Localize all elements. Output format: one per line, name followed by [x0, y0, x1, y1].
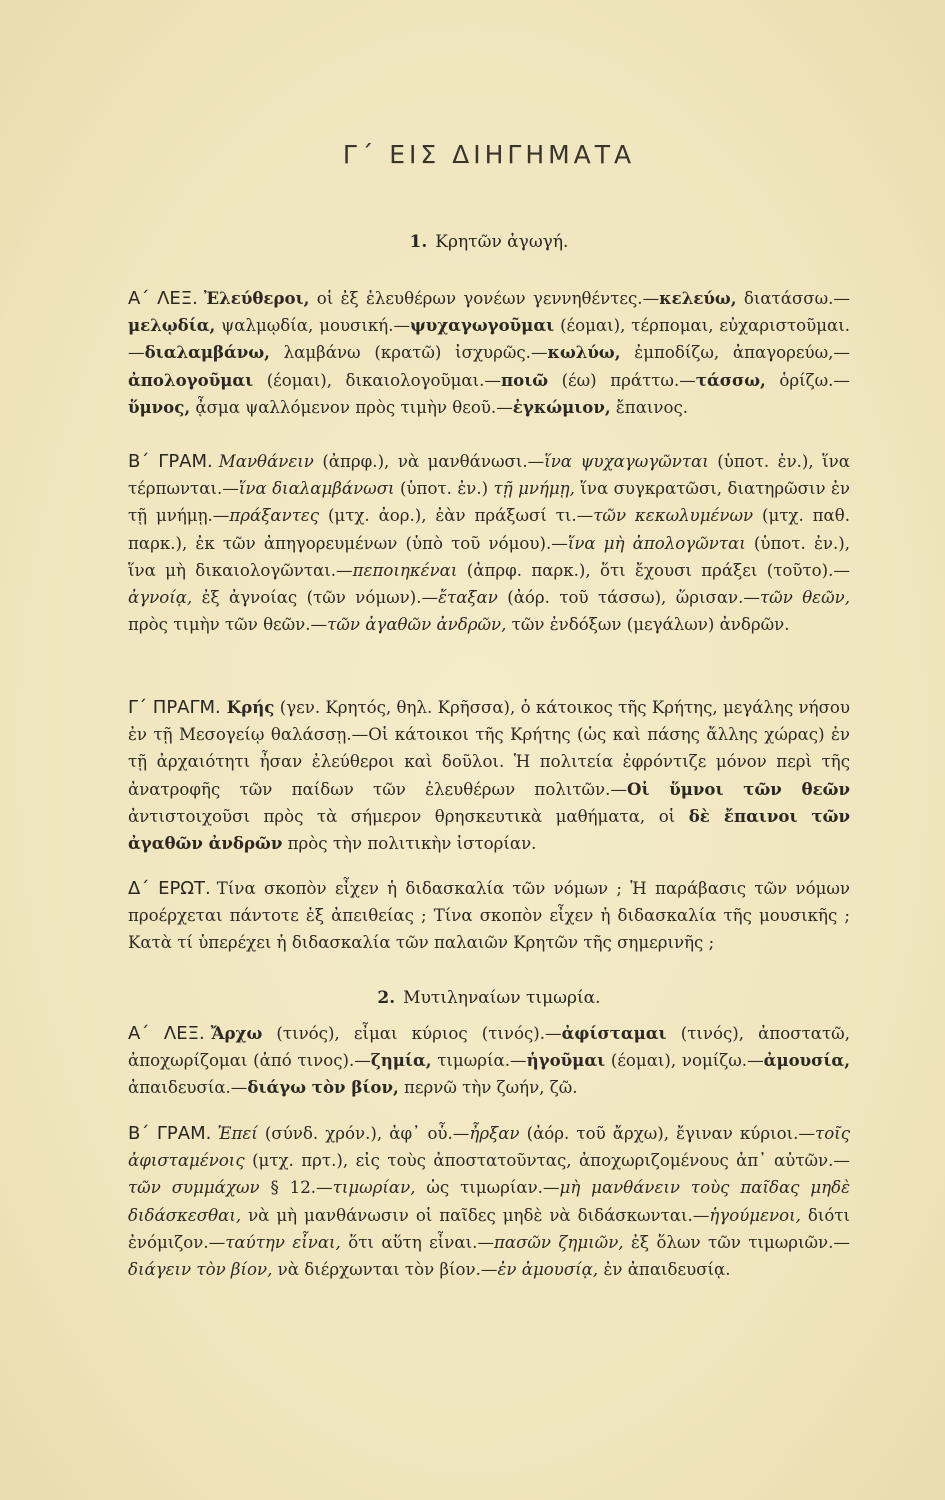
- grammar-term: τῶν θεῶν,: [760, 588, 850, 608]
- grammar-term: Μανθάνειν: [218, 452, 314, 471]
- gloss-text: (γεν. Κρητός, θηλ. Κρῆσσα), ὁ κάτοικος τῆς Κρήτης, μεγάλης νήσου ἐν τῇ Μεσογείῳ θαλάσσῃ.—Οἱ κάτοικοι τῆς Κρήτης (ὡς καὶ πάσης ἄλλης χώρας) ἐν τῇ ἀρχαιότητι ἦσαν ἐλεύθεροι καὶ δοῦλοι. Ἡ πολιτεία ἐφρόντιζε μόνον περὶ τῆς ἀνατροφῆς τῶν παίδων τῶν ἐλευθέρων πολιτῶν.—: [128, 698, 850, 799]
- headword: κελεύω,: [659, 288, 737, 308]
- gloss-text: (τινός), εἶμαι κύριος (τινός).—: [262, 1024, 562, 1043]
- gloss-text: ἐμποδίζω, ἀπαγορεύω,—: [620, 343, 850, 363]
- headword: δὲ ἔπαινοι τῶν ἀγαθῶν ἀνδρῶν: [128, 805, 850, 854]
- gloss-text: (ἀόρ. τοῦ ἄρχω), ἔγιναν κύριοι.—: [519, 1124, 816, 1143]
- gloss-text: (ἀπρφ. παρκ.), ὅτι ἔχουσι πράξει (τοῦτο).—: [457, 560, 850, 580]
- grammar-term: τῶν κεκωλυμένων: [593, 506, 754, 526]
- gloss-text: § 12.—: [259, 1178, 333, 1198]
- headword: διάγω τὸν βίον,: [247, 1077, 399, 1098]
- headword: ἀμουσία,: [763, 1050, 850, 1071]
- gloss-text: πρὸς τὴν πολιτικὴν ἱστορίαν.: [282, 834, 537, 854]
- grammar-term: τῶν συμμάχων: [128, 1178, 260, 1198]
- grammar-term: τιμωρίαν,: [332, 1178, 416, 1198]
- section-number: 2.: [377, 988, 396, 1008]
- gloss-text: ἀντιστοιχοῦσι πρὸς τὰ σήμερον θρησκευτικὰ μαθήματα, οἱ: [128, 806, 689, 826]
- gloss-text: (μτχ. πρτ.), εἰς τοὺς ἀποστατοῦντας, ἀποχωριζομένους ἀπ᾽ αὐτῶν.—: [244, 1151, 850, 1171]
- gloss-text: Τίνα σκοπὸν εἶχεν ἡ διδασκαλία τῶν νόμων ; Ἡ παράβασις τῶν νόμων προέρχεται πάντοτε ἐξ ἀπειθείας ; Τίνα σκοπὸν εἶχεν ἡ διδασκαλία τῆς μουσικῆς ; Κατὰ τί ὑπερέχει ἡ διδασκαλία τῶν παλαιῶν Κρητῶν τῆς σημερινῆς ;: [128, 879, 850, 953]
- grammar-term: Ἐπεί: [217, 1124, 258, 1143]
- paragraph-label: Α΄ ΛΕΞ.: [128, 288, 198, 309]
- headword: ποιῶ: [501, 369, 549, 390]
- gloss-text: (έω) πράττω.—: [548, 370, 696, 390]
- headword: ψυχαγωγοῦμαι: [410, 315, 555, 336]
- section-number: 1.: [409, 232, 428, 252]
- section-title: [128, 232, 850, 252]
- paragraph-label: Β΄ ΓΡΑΜ.: [128, 451, 213, 472]
- paragraph: [128, 448, 850, 638]
- gloss-text: ἔπαινος.: [610, 397, 689, 417]
- grammar-term: ἀγνοίᾳ,: [128, 588, 193, 608]
- paragraph: [128, 1020, 850, 1102]
- headword: μελῳδία,: [128, 315, 216, 336]
- gloss-text: ὁρίζω.—: [765, 370, 850, 390]
- grammar-term: ἦρξαν: [469, 1124, 520, 1143]
- gloss-text: ᾆσμα ψαλλόμενον πρὸς τιμὴν θεοῦ.—: [190, 397, 513, 417]
- grammar-term: τοῖς ἀφισταμένοις: [128, 1124, 850, 1171]
- headword: ὕμνος,: [128, 396, 191, 417]
- section-heading: Μυτιληναίων τιμωρία.: [403, 988, 601, 1008]
- section-heading: Κρητῶν ἀγωγή.: [435, 232, 569, 252]
- grammar-term: μὴ μανθάνειν τοὺς παῖδας μηδὲ διδάσκεσθαι,: [128, 1178, 850, 1225]
- section-title: [128, 988, 850, 1008]
- grammar-term: πασῶν ζημιῶν,: [493, 1232, 624, 1252]
- paragraph: [128, 285, 850, 421]
- gloss-text: ὡς τιμωρίαν.—: [415, 1178, 560, 1198]
- headword: ἀφίσταμαι: [561, 1023, 667, 1043]
- headword: Ἄρχω: [210, 1023, 263, 1043]
- gloss-text: νὰ μὴ μανθάνωσιν οἱ παῖδες μηδὲ νὰ διδάσκωνται.—: [241, 1205, 710, 1225]
- grammar-term: ἔταξαν: [438, 588, 498, 608]
- gloss-text: (ὑποτ. ἐν.), ἵνα τέρπωνται.—: [128, 452, 850, 499]
- gloss-text: λαμβάνω (κρατῶ) ἰσχυρῶς.—: [269, 343, 548, 363]
- gloss-text: (ὑποτ. ἐν.): [394, 479, 494, 499]
- gloss-text: ἐξ ὅλων τῶν τιμωριῶν.—: [623, 1232, 850, 1252]
- grammar-term: ἵνα μὴ ἀπολογῶνται: [567, 533, 746, 553]
- paragraph-label: Γ΄ ΠΡΑΓΜ.: [128, 697, 221, 718]
- gloss-text: ἵνα συγκρατῶσι, διατηρῶσιν ἐν τῇ μνήμῃ.—: [128, 479, 850, 526]
- paragraph: [128, 694, 850, 857]
- gloss-text: ἐν ἀπαιδευσίᾳ.: [598, 1260, 731, 1280]
- headword: διαλαμβάνω,: [144, 342, 270, 363]
- grammar-term: ἡγούμενοι,: [709, 1205, 801, 1225]
- gloss-text: περνῶ τὴν ζωήν, ζῶ.: [398, 1078, 578, 1098]
- headword: Ἐλεύθεροι,: [203, 288, 310, 308]
- paragraph-label: Β΄ ΓΡΑΜ.: [128, 1123, 212, 1144]
- gloss-text: ἐξ ἀγνοίας (τῶν νόμων).—: [192, 588, 439, 608]
- paragraph: [128, 875, 850, 957]
- headword: κωλύω,: [547, 342, 621, 363]
- gloss-text: (μτχ. παθ. παρκ.), ἐκ τῶν ἀπηγορευμένων (ὑπὸ τοῦ νόμου).—: [128, 506, 850, 553]
- grammar-term: διάγειν τὸν βίον,: [128, 1260, 273, 1280]
- chapter-title: Γ΄ ΕΙΣ ΔΙΗΓΗΜΑΤΑ: [342, 140, 636, 169]
- gloss-text: (ἀπρφ.), νὰ μανθάνωσι.—: [313, 452, 545, 471]
- grammar-term: πεποιηκέναι: [352, 560, 458, 580]
- gloss-text: πρὸς τιμὴν τῶν θεῶν.—: [128, 615, 328, 635]
- paragraph: [128, 1120, 850, 1283]
- gloss-text: νὰ διέρχωνται τὸν βίον.—: [272, 1260, 498, 1280]
- gloss-text: τιμωρία.—: [431, 1051, 527, 1071]
- gloss-text: οἱ ἐξ ἐλευθέρων γονέων γεννηθέντες.—: [309, 289, 660, 308]
- gloss-text: ὅτι αὕτη εἶναι.—: [340, 1232, 494, 1252]
- gloss-text: (έομαι), τέρπομαι, εὐχαριστοῦμαι.—: [128, 316, 850, 363]
- gloss-text: (έομαι), δικαιολογοῦμαι.—: [253, 370, 501, 390]
- gloss-text: (ὑποτ. ἐν.), ἵνα μὴ δικαιολογῶνται.—: [128, 533, 850, 580]
- paragraph-label: Α΄ ΛΕΞ.: [128, 1023, 205, 1044]
- paragraph-label: Δ΄ ΕΡΩΤ.: [128, 878, 211, 899]
- gloss-text: (έομαι), νομίζω.—: [605, 1051, 764, 1071]
- gloss-text: (τινός), ἀποστατῶ, ἀποχωρίζομαι (ἀπό τινος).—: [128, 1024, 850, 1071]
- grammar-term: ἵνα διαλαμβάνωσι: [238, 479, 395, 499]
- grammar-term: ἵνα ψυχαγωγῶνται: [544, 452, 709, 471]
- grammar-term: πράξαντες: [229, 506, 320, 526]
- grammar-term: τῶν ἀγαθῶν ἀνδρῶν,: [327, 615, 507, 635]
- gloss-text: ψαλμῳδία, μουσική.—: [215, 316, 411, 336]
- headword: ἐγκώμιον,: [512, 396, 611, 417]
- gloss-text: (ἀόρ. τοῦ τάσσω), ὥρισαν.—: [497, 588, 760, 608]
- headword: ἀπολογοῦμαι: [128, 369, 254, 390]
- gloss-text: (μτχ. ἀορ.), ἐὰν πράξωσί τι.—: [319, 506, 594, 526]
- headword: Οἱ ὕμνοι τῶν θεῶν: [627, 778, 850, 799]
- grammar-term: τῇ μνήμῃ,: [493, 479, 575, 499]
- gloss-text: διατάσσω.—: [736, 289, 850, 308]
- headword: Κρής: [226, 697, 275, 717]
- grammar-term: ἐν ἀμουσίᾳ,: [497, 1260, 599, 1280]
- headword: ζημία,: [370, 1050, 432, 1071]
- gloss-text: διότι ἐνόμιζον.—: [128, 1205, 850, 1252]
- gloss-text: ἀπαιδευσία.—: [128, 1078, 248, 1098]
- gloss-text: τῶν ἐνδόξων (μεγάλων) ἀνδρῶν.: [506, 615, 790, 635]
- headword: τάσσω,: [695, 369, 766, 390]
- gloss-text: (σύνδ. χρόν.), ἀφ᾽ οὗ.—: [257, 1124, 470, 1143]
- headword: ἡγοῦμαι: [526, 1050, 606, 1071]
- grammar-term: ταύτην εἶναι,: [225, 1232, 341, 1252]
